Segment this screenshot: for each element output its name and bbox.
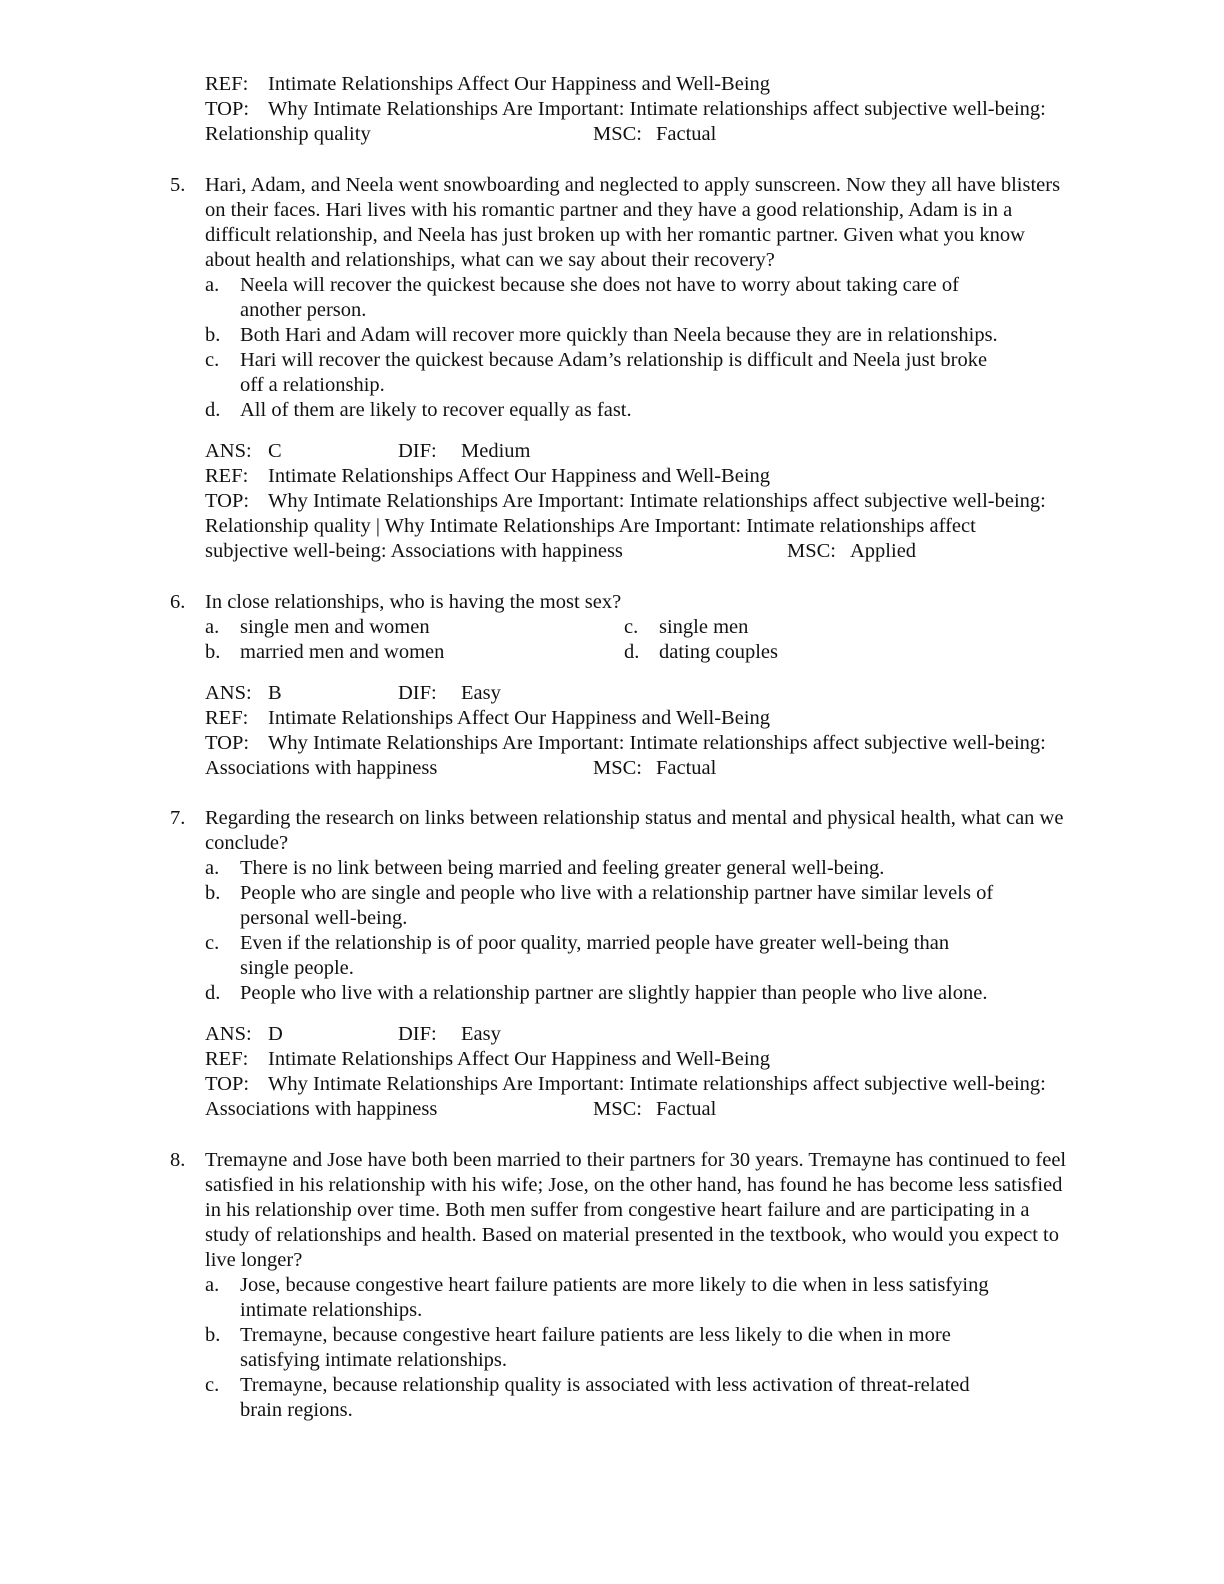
msc-label: MSC: <box>593 123 642 145</box>
option-letter: b. <box>205 882 221 904</box>
ref-label: REF: <box>205 707 249 729</box>
top-line-2 <box>205 756 725 781</box>
ref-label: REF: <box>205 465 249 487</box>
option-text: off a relationship. <box>240 374 385 396</box>
option-text: Even if the relationship is of poor quality, married people have greater well-being than <box>240 932 950 954</box>
option-letter: d. <box>205 982 221 1004</box>
top-value-cont: Associations with happiness <box>205 1098 438 1120</box>
top-value: Why Intimate Relationships Are Important: Intimate relationships affect subjective well-being: <box>268 490 1046 512</box>
option-text: All of them are likely to recover equally as fast. <box>240 399 632 421</box>
question-number: 6. <box>170 591 186 613</box>
top-value-cont: Relationship quality <box>205 123 371 145</box>
question-stem-line: satisfied in his relationship with his wife; Jose, on the other hand, has found he has become less satisfied <box>205 1174 1063 1196</box>
option-letter: c. <box>205 349 220 371</box>
question-stem-line: in his relationship over time. Both men suffer from congestive heart failure and are participating in a <box>205 1199 1030 1221</box>
ans-label: ANS: <box>205 682 252 704</box>
option-text: Hari will recover the quickest because Adam’s relationship is difficult and Neela just broke <box>240 349 988 371</box>
question-stem-line: on their faces. Hari lives with his romantic partner and they have a good relationship, Adam is in a <box>205 199 1013 221</box>
ans-line <box>205 1022 565 1047</box>
top-line-2 <box>205 1097 725 1122</box>
ref-line <box>205 464 771 489</box>
ans-label: ANS: <box>205 440 252 462</box>
question-stem-line: conclude? <box>205 832 289 854</box>
option-letter: b. <box>205 324 221 346</box>
ans-value: B <box>268 682 282 704</box>
dif-value: Medium <box>461 440 531 462</box>
top-label: TOP: <box>205 1073 250 1095</box>
ans-value: D <box>268 1023 283 1045</box>
ref-line <box>205 72 771 97</box>
ans-line <box>205 439 565 464</box>
top-line-3 <box>205 539 925 564</box>
option-text: intimate relationships. <box>240 1299 423 1321</box>
question-number: 5. <box>170 174 186 196</box>
top-line-2 <box>205 122 725 147</box>
ref-label: REF: <box>205 73 249 95</box>
msc-value: Factual <box>656 123 717 145</box>
ref-line <box>205 1047 771 1072</box>
option-letter: c. <box>205 932 220 954</box>
ref-value: Intimate Relationships Affect Our Happiness and Well-Being <box>268 1048 771 1070</box>
top-value: Why Intimate Relationships Are Important: Intimate relationships affect subjective well-being: <box>268 732 1046 754</box>
option-letter: d. <box>205 399 221 421</box>
question-stem-line: about health and relationships, what can we say about their recovery? <box>205 249 775 271</box>
option-text: satisfying intimate relationships. <box>240 1349 508 1371</box>
option-letter: b. <box>205 1324 221 1346</box>
option-text: People who are single and people who live with a relationship partner have similar levels of <box>240 882 994 904</box>
ans-value: C <box>268 440 282 462</box>
ref-value: Intimate Relationships Affect Our Happiness and Well-Being <box>268 465 771 487</box>
option-text: There is no link between being married and feeling greater general well-being. <box>240 857 885 879</box>
top-line <box>205 489 1046 514</box>
top-value-cont: subjective well-being: Associations with happiness <box>205 540 623 562</box>
option-letter: a. <box>205 857 220 879</box>
option-letter: a. <box>205 616 220 638</box>
option-letter: a. <box>205 274 220 296</box>
question-number: 7. <box>170 807 186 829</box>
top-label: TOP: <box>205 732 250 754</box>
top-line <box>205 97 1046 122</box>
option-letter: c. <box>205 1374 220 1396</box>
question-number: 8. <box>170 1149 186 1171</box>
option-text: brain regions. <box>240 1399 353 1421</box>
option-text: married men and women <box>240 641 445 663</box>
option-letter: b. <box>205 641 221 663</box>
dif-label: DIF: <box>398 1023 437 1045</box>
option-text: Both Hari and Adam will recover more quickly than Neela because they are in relationships. <box>240 324 998 346</box>
msc-label: MSC: <box>593 757 642 779</box>
msc-label: MSC: <box>787 540 836 562</box>
top-value-cont: Associations with happiness <box>205 757 438 779</box>
option-text: another person. <box>240 299 367 321</box>
ref-label: REF: <box>205 1048 249 1070</box>
option-letter: c. <box>624 616 639 638</box>
option-text: personal well-being. <box>240 907 408 929</box>
option-letter: d. <box>624 641 640 663</box>
question-stem-line: Hari, Adam, and Neela went snowboarding and neglected to apply sunscreen. Now they all have blisters <box>205 174 1061 196</box>
top-label: TOP: <box>205 98 250 120</box>
question-stem-line: difficult relationship, and Neela has just broken up with her romantic partner. Given what you know <box>205 224 1025 246</box>
question-stem-line: study of relationships and health. Based on material presented in the textbook, who would you expect to <box>205 1224 1059 1246</box>
question-stem-line: live longer? <box>205 1249 303 1271</box>
ans-label: ANS: <box>205 1023 252 1045</box>
option-text: Tremayne, because congestive heart failure patients are less likely to die when in more <box>240 1324 951 1346</box>
option-text: People who live with a relationship partner are slightly happier than people who live alone. <box>240 982 988 1004</box>
dif-value: Easy <box>461 1023 501 1045</box>
ref-value: Intimate Relationships Affect Our Happiness and Well-Being <box>268 707 771 729</box>
option-text: single men and women <box>240 616 430 638</box>
dif-label: DIF: <box>398 682 437 704</box>
question-stem-line: In close relationships, who is having the most sex? <box>205 591 622 613</box>
top-value: Why Intimate Relationships Are Important: Intimate relationships affect subjective well-being: <box>268 98 1046 120</box>
option-text: Neela will recover the quickest because she does not have to worry about taking care of <box>240 274 959 296</box>
ref-line <box>205 706 771 731</box>
msc-value: Applied <box>850 540 917 562</box>
top-line-2: Relationship quality | Why Intimate Relationships Are Important: Intimate relationships affect <box>205 515 976 537</box>
msc-value: Factual <box>656 757 717 779</box>
question-stem-line: Regarding the research on links between relationship status and mental and physical health, what can we <box>205 807 1064 829</box>
option-text: single men <box>659 616 749 638</box>
option-text: Jose, because congestive heart failure patients are more likely to die when in less satisfying <box>240 1274 989 1296</box>
option-text: Tremayne, because relationship quality is associated with less activation of threat-related <box>240 1374 970 1396</box>
dif-value: Easy <box>461 682 501 704</box>
top-label: TOP: <box>205 490 250 512</box>
option-letter: a. <box>205 1274 220 1296</box>
top-line <box>205 1072 1046 1097</box>
ref-value: Intimate Relationships Affect Our Happiness and Well-Being <box>268 73 771 95</box>
msc-value: Factual <box>656 1098 717 1120</box>
msc-label: MSC: <box>593 1098 642 1120</box>
top-line <box>205 731 1046 756</box>
question-stem-line: Tremayne and Jose have both been married to their partners for 30 years. Tremayne has continued to feel <box>205 1149 1067 1171</box>
dif-label: DIF: <box>398 440 437 462</box>
option-text: single people. <box>240 957 354 979</box>
option-text: dating couples <box>659 641 778 663</box>
ans-line <box>205 681 565 706</box>
top-value: Why Intimate Relationships Are Important: Intimate relationships affect subjective well-being: <box>268 1073 1046 1095</box>
